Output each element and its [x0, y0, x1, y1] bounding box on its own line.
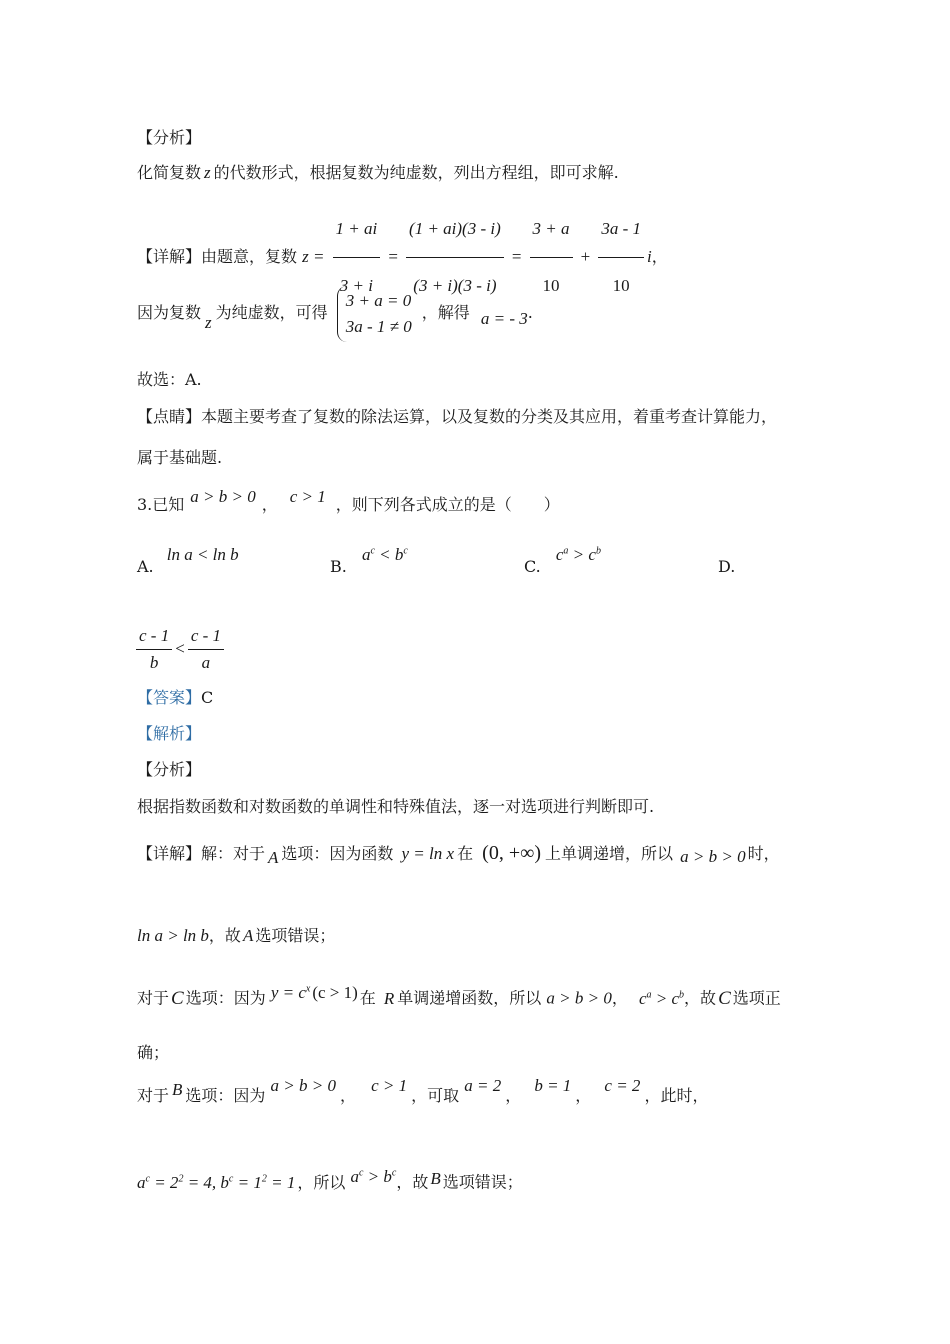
option-d: $\frac{c - 1}{b}$ < $\frac{c - 1}{a}$ — [136, 626, 227, 673]
option-b: B. $a^c < b^c$ — [330, 545, 408, 576]
pure-imaginary-line: 因为复数z为纯虚数，可得 3 + a = 0 3a - 1 ≠ 0 ，解得 a = - 3. — [137, 285, 533, 342]
option-d-label: D. — [718, 557, 736, 576]
fenxi-text: 根据指数函数和对数函数的单调性和特殊值法，逐一对选项进行判断即可. — [137, 797, 655, 816]
choice-line: 故选：A. — [137, 370, 202, 389]
question-3: 3.已知 a > b > 0 ， c > 1 ，则下列各式成立的是（ ） — [137, 487, 560, 514]
ln-compare-line: ln a > ln b，故 A 选项错误； — [137, 926, 336, 945]
option-b-conclusion: $a^c = 2^2 = 4$, $b^c = 1^2 = 1$ ，所以 $a^c > b^c$，故 B 选项错误； — [137, 1166, 523, 1192]
solution-a: a = - 3 — [480, 309, 528, 328]
fraction-4: $\frac{3a - 1}{10}$ — [598, 204, 644, 311]
answer-value: C — [201, 688, 214, 707]
equation-system: 3 + a = 0 3a - 1 ≠ 0 — [337, 286, 418, 342]
option-b-analysis: 对于 B 选项：因为 a > b > 0， c > 1，可取 a = 2， b = 1， c = 2，此时， — [137, 1076, 709, 1105]
detail-line: 【详解】由题意，复数 z = $\frac{1 + ai}{3 + i}$ = $\frac{(1 + ai)(3 - i)}{(3 + i)(3 - i)}$ = $\frac{3 + a}{10}$ + $\frac{3a - 1}{10}$ i， — [137, 204, 668, 311]
analysis-text-2: 的代数形式，根据复数为纯虚数，列出方程组，即可求解. — [213, 163, 619, 182]
answer-label: 【答案】 — [137, 688, 202, 707]
comment-line: 【点睛】本题主要考查了复数的除法运算，以及复数的分类及其应用，着重考查计算能力， — [137, 407, 778, 426]
var-z: z — [204, 163, 211, 182]
comment-line-2: 属于基础题. — [137, 448, 223, 467]
analysis-text-1: 化简复数 — [137, 163, 202, 182]
z-equals: z = — [302, 247, 325, 266]
jiexi-heading: 【解析】 — [137, 724, 202, 743]
option-c: C. $c^a > c^b$ — [524, 545, 601, 576]
analysis-line — [137, 163, 619, 183]
fraction-3: $\frac{3 + a}{10}$ — [530, 204, 573, 311]
detail-label: 【详解】由题意，复数 — [137, 247, 298, 266]
detail-a-line: 【详解】解：对于 A 选项：因为函数 y = ln x 在 (0, +∞) 上单调递增，所以 a > b > 0 时， — [137, 842, 780, 867]
fraction-1: $\frac{1 + ai}{3 + i}$ — [333, 204, 381, 311]
answer-line — [137, 688, 213, 708]
option-a: A. ln a < ln b — [137, 545, 239, 576]
heading-fenxi-1: 【分析】 — [137, 128, 202, 147]
option-c-analysis: 对于 C 选项：因为 $y = c^x$ (c > 1) 在 R 单调递增函数，所以 a > b > 0， $c^a > c^b$，故 C 选项正 — [137, 982, 781, 1009]
fenxi-heading: 【分析】 — [137, 760, 202, 779]
fraction-2: $\frac{(1 + ai)(3 - i)}{(3 + i)(3 - i)}$ — [406, 204, 504, 311]
option-c-analysis-2: 确； — [137, 1043, 170, 1062]
